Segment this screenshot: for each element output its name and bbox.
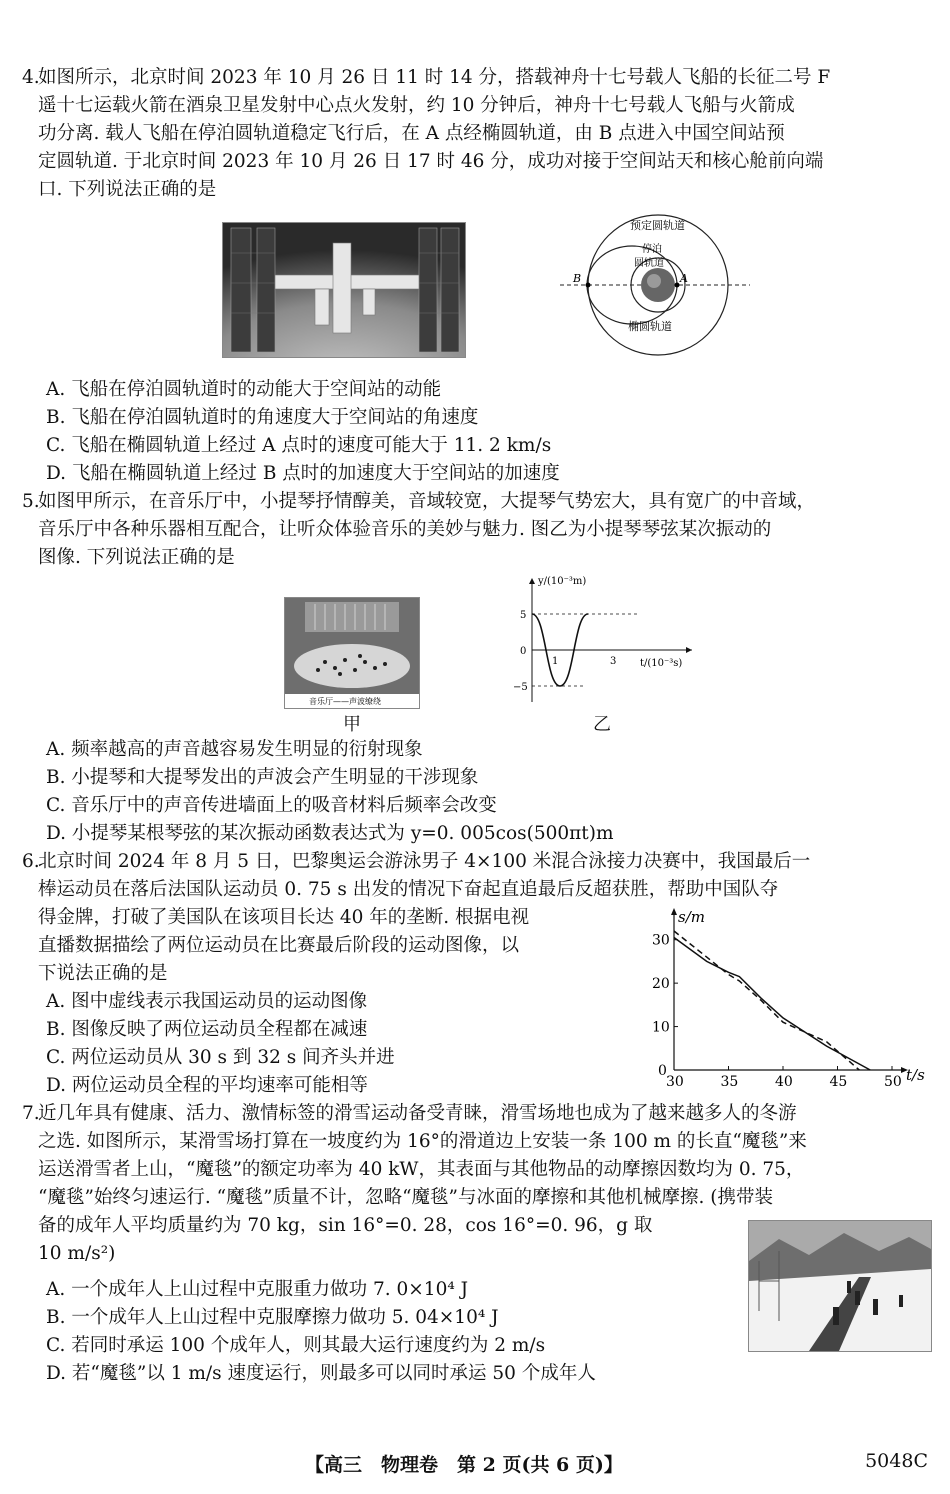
graph-t-1: 1 [552, 656, 559, 667]
q4-option-b: B. 飞船在停泊圆轨道时的角速度大于空间站的角速度 [46, 407, 479, 428]
orbit-label-inner1: 停泊 [642, 244, 662, 255]
graph-x-label: t/(10⁻³s) [640, 658, 683, 669]
footer-code: 5048C [865, 1450, 928, 1472]
question-line: 10 m/s²) [38, 1243, 116, 1264]
question-line: 棒运动员在落后法国队运动员 0. 75 s 出发的情况下奋起直追最后反超获胜，帮助中国队夺 [38, 879, 779, 900]
question-line: 定圆轨道. 于北京时间 2023 年 10 月 26 日 17 时 46 分，成功对接于空间站天和核心舱前向端 [38, 151, 824, 172]
chart-x-tick-label: 40 [775, 1074, 793, 1090]
ski-slope-photo [748, 1220, 932, 1352]
chart-y-tick-label: 0 [658, 1063, 667, 1079]
question-line: 如图所示，北京时间 2023 年 10 月 26 日 11 时 14 分，搭载神舟十七号载人飞船的长征二号 F [38, 67, 831, 88]
question-5 [22, 488, 918, 572]
q5-option-c: C. 音乐厅中的声音传进墙面上的吸音材料后频率会改变 [46, 795, 497, 816]
orbit-label-outer: 预定圆轨道 [630, 219, 685, 232]
question-line: 备的成年人平均质量约为 70 kg，sin 16°=0. 28，cos 16°=0. 96，g 取 [38, 1215, 653, 1236]
q4-option-d: D. 飞船在椭圆轨道上经过 B 点时的加速度大于空间站的加速度 [46, 463, 560, 484]
graph-y-0: 0 [520, 646, 527, 657]
q6-option-d: D. 两位运动员全程的平均速率可能相等 [46, 1075, 368, 1096]
vibration-graph [512, 574, 697, 706]
photo-caption: 音乐厅——声波缭绕 [309, 697, 381, 706]
q4-option-a: A. 飞船在停泊圆轨道时的动能大于空间站的动能 [46, 379, 442, 400]
chart-x-tick-label: 30 [666, 1074, 684, 1090]
chart-x-tick-label: 45 [829, 1074, 848, 1090]
q7-option-b: B. 一个成年人上山过程中克服摩擦力做功 5. 04×10⁴ J [46, 1307, 499, 1328]
question-line: 下说法正确的是 [38, 963, 168, 984]
question-number: 7. [22, 1103, 40, 1124]
orbit-label-inner2: 圆轨道 [634, 258, 664, 269]
question-line: 近几年具有健康、活力、激情标签的滑雪运动备受青睐，滑雪场地也成为了越来越多人的冬游 [38, 1103, 797, 1124]
chart-xlabel: t/s [906, 1066, 925, 1084]
question-line: 如图甲所示，在音乐厅中，小提琴抒情醇美，音域较宽，大提琴气势宏大，具有宽广的中音域， [38, 491, 816, 512]
question-line: 口. 下列说法正确的是 [38, 179, 217, 200]
question-line: 得金牌，打破了美国队在该项目长达 40 年的垄断. 根据电视 [38, 907, 530, 928]
question-line: 运送滑雪者上山，“魔毯”的额定功率为 40 kW，其表面与其他物品的动摩擦因数均为 0. 75， [38, 1159, 805, 1180]
chart-ylabel: s/m [678, 908, 705, 926]
chart-y-arrow [671, 908, 677, 915]
footer-page-info: 【高三 物理卷 第 2 页(共 6 页)】 [305, 1454, 623, 1476]
q6-option-b: B. 图像反映了两位运动员全程都在减速 [46, 1019, 368, 1040]
q5-option-d: D. 小提琴某根琴弦的某次振动函数表达式为 y=0. 005cos(500πt)m [46, 823, 614, 844]
question-line: 直播数据描绘了两位运动员在比赛最后阶段的运动图像，以 [38, 935, 520, 956]
graph-t-3: 3 [610, 656, 617, 667]
point-b-label: B [573, 272, 582, 285]
motion-chart [640, 904, 940, 1094]
chart-y-tick-label: 10 [652, 1019, 670, 1036]
chart-x-tick-label: 35 [720, 1074, 739, 1090]
space-station-photo [222, 222, 466, 358]
q6-option-a: A. 图中虚线表示我国运动员的运动图像 [46, 991, 368, 1012]
graph-y-neg5: −5 [513, 682, 528, 693]
question-4 [22, 64, 918, 204]
point-a-label: A [680, 272, 688, 285]
q6-option-c: C. 两位运动员从 30 s 到 32 s 间齐头并进 [46, 1047, 395, 1068]
figure-label-yi: 乙 [593, 714, 611, 735]
question-line: 北京时间 2024 年 8 月 5 日，巴黎奥运会游泳男子 4×100 米混合泳接力决赛中，我国最后一 [38, 851, 811, 872]
q7-option-d: D. 若“魔毯”以 1 m/s 速度运行，则最多可以同时承运 50 个成年人 [46, 1363, 596, 1384]
question-line: 音乐厅中各种乐器相互配合，让听众体验音乐的美妙与魅力. 图乙为小提琴琴弦某次振动的 [38, 519, 772, 540]
chart-x-tick-label: 50 [884, 1074, 902, 1090]
question-number: 4. [22, 67, 40, 88]
q7-option-a: A. 一个成年人上山过程中克服重力做功 7. 0×10⁴ J [46, 1279, 469, 1300]
graph-y-label: y/(10⁻³m) [538, 576, 587, 587]
orbit-diagram [560, 212, 750, 358]
q5-option-b: B. 小提琴和大提琴发出的声波会产生明显的干涉现象 [46, 767, 479, 788]
question-line: 遥十七运载火箭在酒泉卫星发射中心点火发射，约 10 分钟后，神舟十七号载人飞船与火箭成 [38, 95, 795, 116]
question-number: 5. [22, 491, 40, 512]
chart-series-solid [674, 938, 870, 1071]
chart-y-tick-label: 20 [652, 976, 670, 993]
chart-y-tick-label: 30 [652, 932, 670, 949]
question-line: 之选. 如图所示，某滑雪场打算在一坡度约为 16°的滑道边上安装一条 100 m 的长直“魔毯”来 [38, 1131, 807, 1152]
graph-y-5: 5 [520, 610, 527, 621]
question-line: 图像. 下列说法正确的是 [38, 547, 235, 568]
orbit-label-ellipse: 椭圆轨道 [628, 320, 672, 333]
question-line: 功分离. 载人飞船在停泊圆轨道稳定飞行后，在 A 点经椭圆轨道，由 B 点进入中国空间站预 [38, 123, 785, 144]
concert-hall-photo [284, 597, 420, 709]
figure-label-jia: 甲 [343, 714, 361, 735]
question-number: 6. [22, 851, 40, 872]
question-line: “魔毯”始终匀速运行. “魔毯”质量不计，忽略“魔毯”与冰面的摩擦和其他机械摩擦. (携带装 [38, 1187, 773, 1208]
q7-option-c: C. 若同时承运 100 个成年人，则其最大运行速度约为 2 m/s [46, 1335, 546, 1356]
q5-option-a: A. 频率越高的声音越容易发生明显的衍射现象 [46, 739, 423, 760]
q4-option-c: C. 飞船在椭圆轨道上经过 A 点时的速度可能大于 11. 2 km/s [46, 435, 552, 456]
